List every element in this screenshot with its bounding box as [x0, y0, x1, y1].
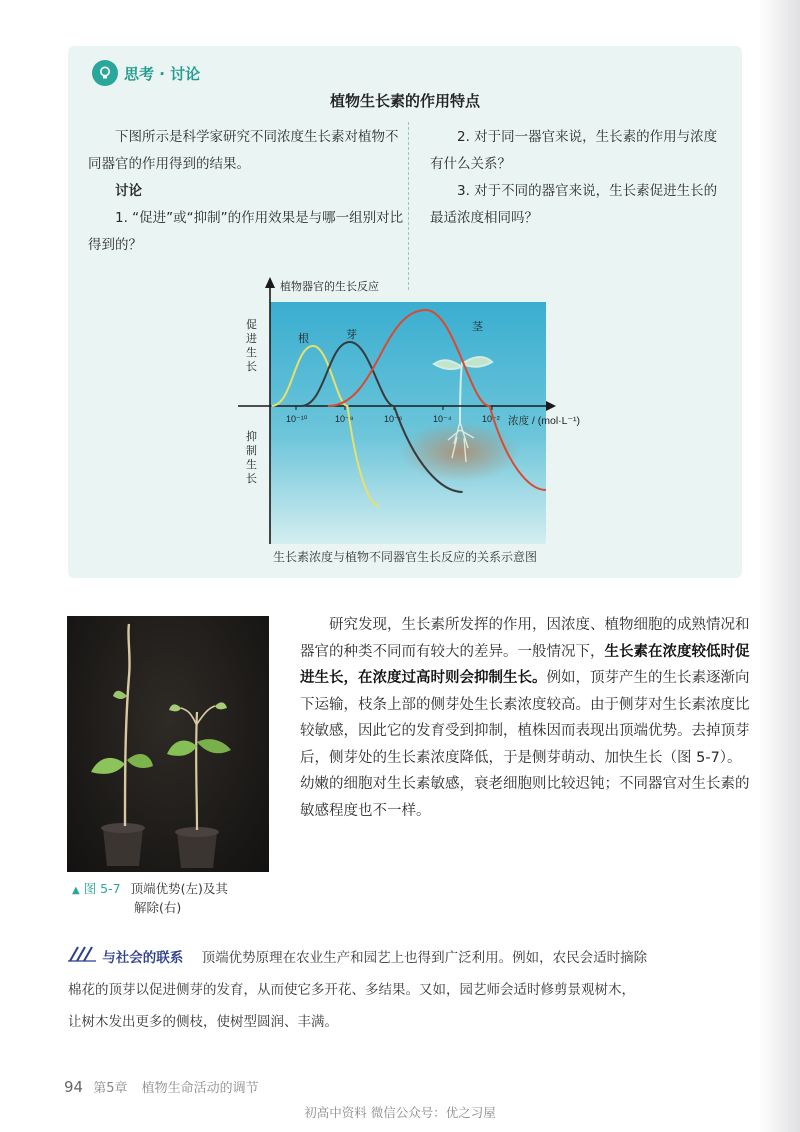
- body-text-emphasis: 生长素在浓度较低时促进生长，在浓度过高时则会抑制生长。: [300, 643, 750, 686]
- society-line-3: 让树木发出更多的侧枝，使树型圆润、丰满。: [68, 1014, 338, 1030]
- society-connection: [68, 942, 758, 1038]
- discussion-title: 植物生长素的作用特点: [329, 92, 480, 110]
- body-text-part-b: 例如，顶芽产生的生长素逐渐向下运输，枝条上部的侧芽处生长素浓度较高。由于侧芽对生长素浓度比较敏感，因此它的发育受到抑制，植株因而表现出顶端优势。去掉顶芽后，侧芽处的生长素浓度降低，于是侧芽萌动、加快生长（图 5-7）。幼嫩的细胞对生长素敏感，衰老细胞则比较迟钝；不同器官对生长素的敏感程度也不一样。: [300, 670, 750, 819]
- x-axis-label: 浓度 / (mol·L⁻¹): [508, 415, 581, 427]
- soil-illustration: [400, 422, 520, 482]
- discussion-box: [68, 46, 742, 578]
- society-line-2: 棉花的顶芽以促进侧芽的发育，从而使它多开花、多结果。又如，园艺师会适时修剪景观树木，: [68, 982, 635, 998]
- x-tick-label: 10⁻¹⁰: [286, 414, 308, 424]
- figure-caption-line1: 顶端优势(左)及其: [130, 881, 228, 896]
- figure-caption-line2: 解除(右): [134, 900, 182, 915]
- discussion-intro: 下图所示是科学家研究不同浓度生长素对植物不同器官的作用得到的结果。: [88, 129, 399, 172]
- y-negative-label: 抑制生长: [246, 430, 257, 485]
- x-tick-label: 10⁻⁴: [433, 414, 452, 424]
- discussion-left-column: [88, 124, 406, 259]
- y-axis-arrow: [265, 277, 275, 288]
- page-edge-shade: [758, 0, 800, 1132]
- chart-plot-background: [270, 302, 546, 544]
- society-text-1: 顶端优势原理在农业生产和园艺上也得到广泛利用。例如，农民会适时摘除: [201, 950, 648, 966]
- society-line-1: [68, 942, 758, 974]
- figure-caption: [72, 880, 228, 916]
- body-text-part-a: 研究发现，生长素所发挥的作用，因浓度、植物细胞的成熟情况和器官的种类不同而有较大的差异。一般情况下，: [300, 617, 750, 660]
- discussion-label: 思考 · 讨论: [124, 64, 201, 83]
- page-number: 94: [64, 1078, 84, 1096]
- question-2: 2. 对于同一器官来说，生长素的作用与浓度有什么关系？: [430, 129, 718, 172]
- series-label-stem: 茎: [472, 321, 483, 333]
- discussion-header: [92, 60, 200, 86]
- x-tick-label: 10⁻⁸: [335, 414, 354, 424]
- figure-number: 图 5-7: [83, 881, 121, 896]
- chapter-title: 植物生命活动的调节: [141, 1081, 259, 1096]
- page-footer: [64, 1077, 259, 1096]
- society-heading: 与社会的联系: [102, 950, 184, 966]
- x-tick-label: 10⁻⁶: [384, 414, 403, 424]
- watermark: 初高中资料 微信公众号：优之习屋: [304, 1105, 496, 1120]
- plant-photo-illustration: [67, 616, 269, 872]
- auxin-chart: [228, 272, 608, 562]
- discussion-subheading: 讨论: [115, 183, 142, 199]
- y-axis-label: 植物器官的生长反应: [280, 281, 379, 293]
- body-paragraph: [300, 612, 750, 824]
- auxin-chart-svg: [228, 272, 608, 562]
- body-text: [300, 612, 750, 824]
- column-divider: [408, 122, 409, 290]
- lightbulb-icon: [92, 60, 118, 86]
- x-axis-arrow: [546, 401, 556, 411]
- chapter-number: 第5章: [93, 1081, 128, 1096]
- question-3: 3. 对于不同的器官来说，生长素促进生长的最适浓度相同吗？: [430, 183, 718, 226]
- discussion-right-column: [430, 124, 730, 232]
- chart-caption: 生长素浓度与植物不同器官生长反应的关系示意图: [272, 550, 537, 564]
- y-positive-label: 促进生长: [246, 318, 257, 373]
- series-label-bud: 芽: [346, 329, 357, 341]
- series-label-root: 根: [298, 333, 309, 345]
- plant-photo: [67, 616, 269, 872]
- x-tick-label: 10⁻²: [482, 414, 500, 424]
- society-stripes-icon: [68, 942, 98, 974]
- triangle-icon: ▲: [72, 885, 80, 896]
- question-1: 1. “促进”或“抑制”的作用效果是与哪一组别对比得到的？: [88, 210, 404, 253]
